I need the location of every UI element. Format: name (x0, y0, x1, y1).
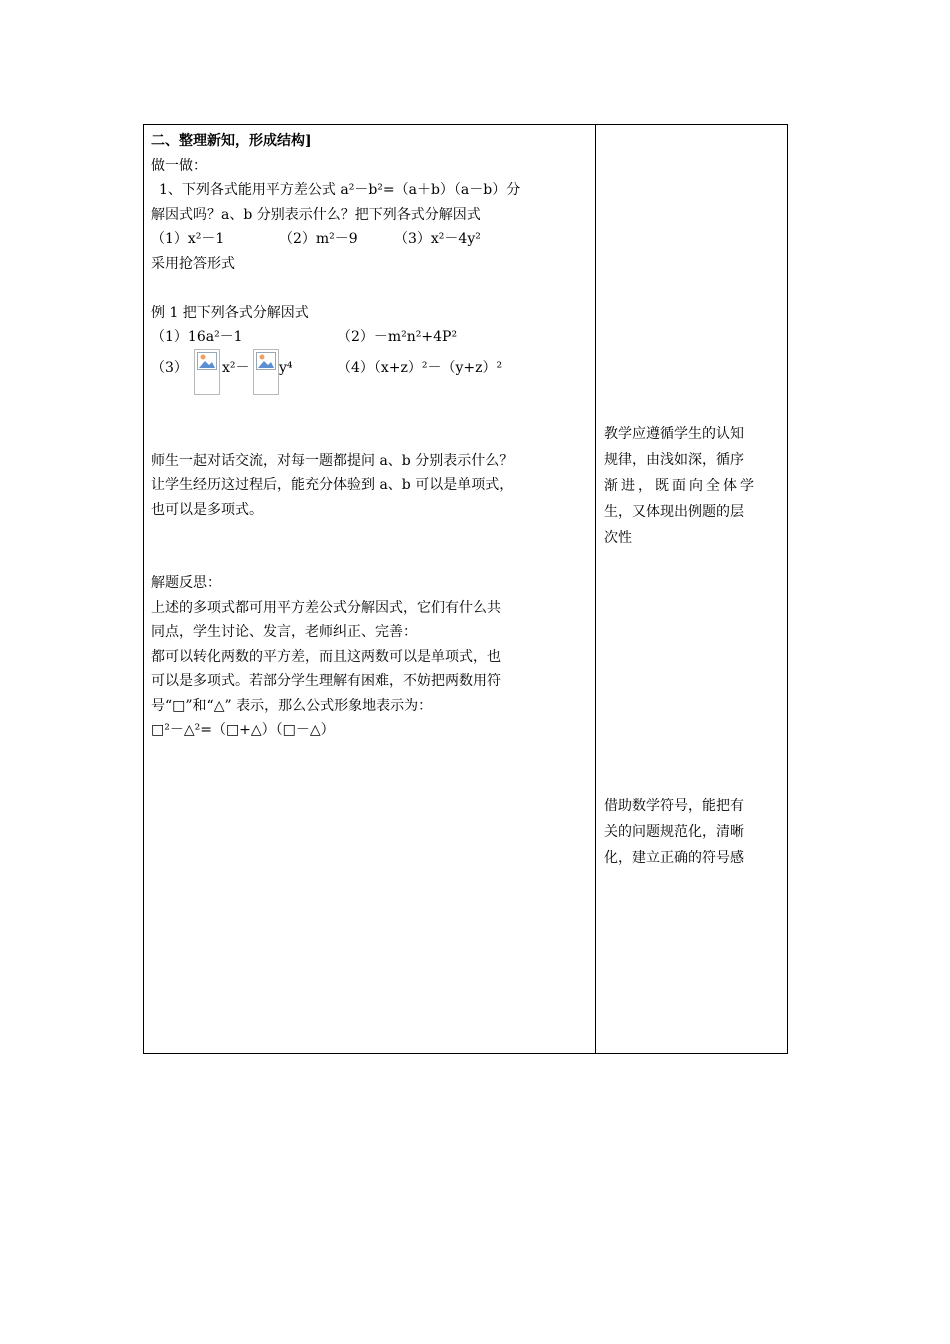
note-1-line-1: 教学应遵循学生的认知 (604, 426, 744, 442)
spacer (151, 522, 591, 571)
reflection-formula: □²－△²=（□+△）（□－△） (151, 722, 335, 738)
example-1-item-3-x: x²－ (222, 359, 250, 376)
q1-item-2: （2）m²－9 (279, 231, 358, 247)
note-2-line-1: 借助数学符号，能把有 (604, 798, 744, 814)
section-title: 二、整理新知，形成结构] (151, 133, 312, 149)
example-1-item-2: （2）－m²n²+4P² (337, 329, 458, 345)
note-1-line-3: 渐进，既面向全体学 (604, 478, 757, 494)
column-divider (595, 124, 596, 1054)
try-label: 做一做： (151, 157, 207, 174)
reflection-line-2: 同点，学生讨论、发言，老师纠正、完善： (151, 624, 417, 640)
question-1-line-1: 1、下列各式能用平方差公式 a²－b²=（a＋b）（a－b）分 (159, 182, 521, 198)
q1-item-3: （3）x²－4y² (394, 231, 481, 247)
note-1-line-4: 生，又体现出例题的层 (604, 504, 744, 520)
note-2-line-2: 关的问题规范化，清晰 (604, 824, 744, 840)
reflection-line-1: 上述的多项式都可用平方差公式分解因式，它们有什么共 (151, 599, 501, 616)
teaching-note-2 (604, 793, 784, 871)
reflection-title: 解题反思： (151, 575, 221, 591)
question-1-line-2: 解因式吗？a、b 分别表示什么？把下列各式分解因式 (151, 206, 481, 223)
example-1-item-4: （4）（x+z）²－（y+z）² (337, 359, 503, 376)
example-1-item-3-label: （3） (151, 359, 188, 376)
example-1-row-2 (151, 350, 591, 398)
spacer (151, 398, 591, 449)
dialogue-line-3: 也可以是多项式。 (151, 501, 263, 518)
q1-item-1: （1）x²－1 (151, 231, 225, 247)
example-1-title: 例 1 把下列各式分解因式 (151, 304, 309, 321)
broken-image-icon (253, 349, 279, 395)
example-1-item-3-y: y⁴ (279, 359, 293, 376)
reflection-line-4: 可以是多项式。若部分学生理解有困难，不妨把两数用符 (151, 673, 501, 689)
teaching-note-1 (604, 421, 784, 551)
note-1-line-5: 次性 (604, 530, 632, 546)
dialogue-line-2: 让学生经历这过程后，能充分体验到 a、b 可以是单项式， (151, 477, 514, 493)
example-1-row-1 (151, 325, 591, 350)
note-2-line-3: 化，建立正确的符号感 (604, 850, 744, 866)
example-1-item-1: （1）16a²－1 (151, 329, 243, 345)
reflection-line-5: 号“□”和“△” 表示，那么公式形象地表示为： (151, 697, 433, 714)
dialogue-line-1: 师生一起对话交流，对每一题都提问 a、b 分别表示什么？ (151, 452, 514, 469)
main-column (151, 129, 591, 743)
broken-image-icon (194, 349, 220, 395)
question-1-items (151, 227, 591, 252)
answer-mode: 采用抢答形式 (151, 255, 235, 272)
note-1-line-2: 规律，由浅如深，循序 (604, 452, 744, 468)
blank-line (151, 276, 591, 301)
reflection-line-3: 都可以转化两数的平方差，而且这两数可以是单项式，也 (151, 648, 501, 665)
